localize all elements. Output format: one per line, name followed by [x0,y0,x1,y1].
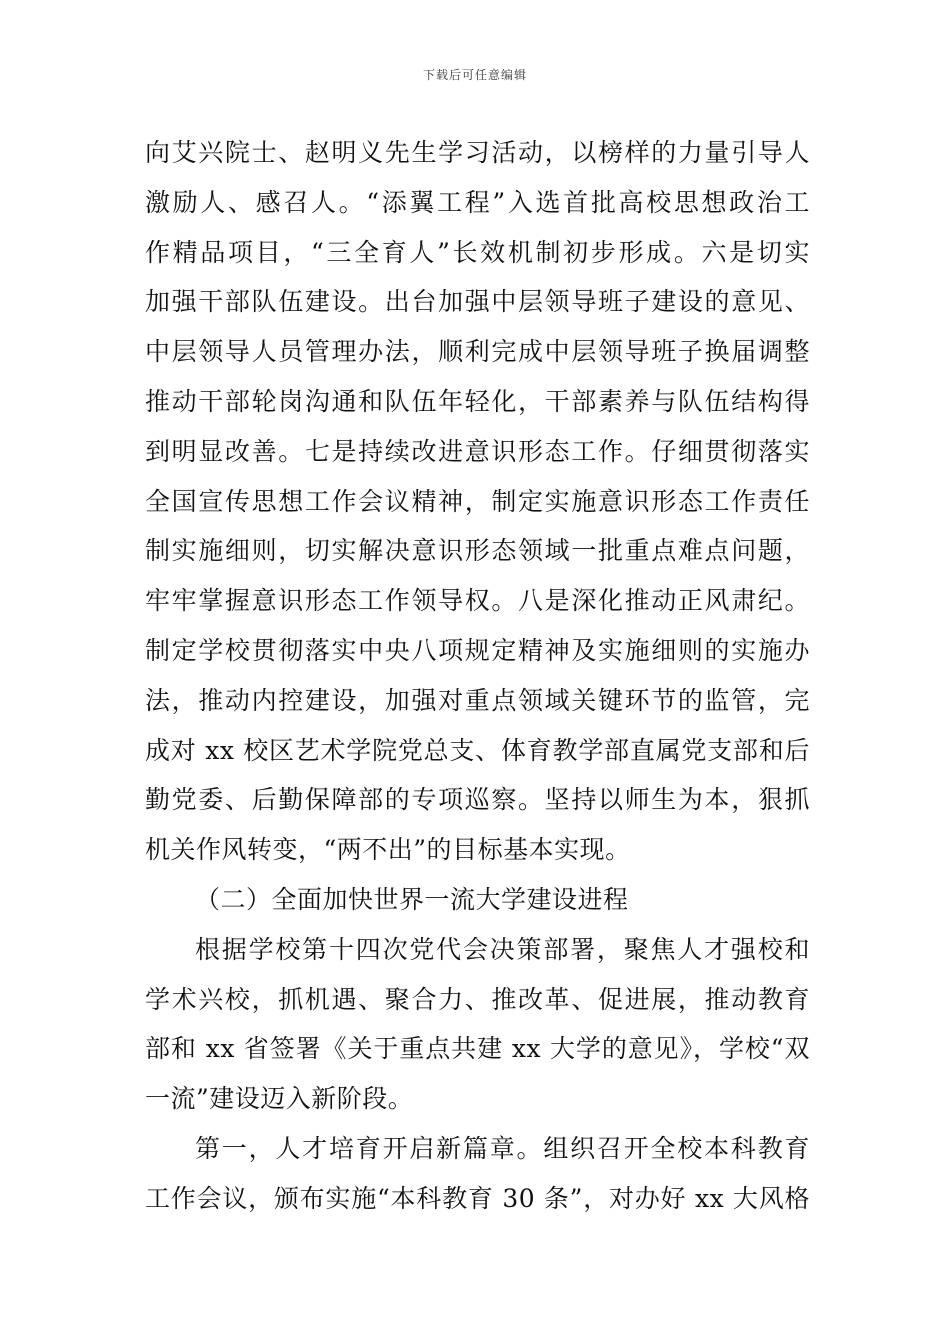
text-line: 全国宣传思想工作会议精神，制定实施意识形态工作责任 [145,486,810,516]
section-heading: （二）全面加快世界一流大学建设进程 [195,884,629,914]
text-line: 制定学校贯彻落实中央八项规定精神及实施细则的实施办 [145,635,810,665]
text-line: 根据学校第十四次党代会决策部署，聚焦人才强校和 [195,934,810,964]
text-line: 机关作风转变，“两不出”的目标基本实现。 [145,835,631,865]
text-line: 向艾兴院士、赵明义先生学习活动，以榜样的力量引导人 [145,138,810,167]
text-line: 勤党委、后勤保障部的专项巡察。坚持以师生为本，狠抓 [145,785,810,815]
page-header-note: 下载后可任意编辑 [422,68,527,82]
text-line: 推动干部轮岗沟通和队伍年轻化，干部素养与队伍结构得 [145,386,810,416]
text-line: 激励人、感召人。“添翼工程”入选首批高校思想政治工 [145,187,810,217]
text-line: 中层领导人员管理办法，顺利完成中层领导班子换届调整 [145,337,810,367]
text-line: 部和 xx 省签署《关于重点共建 xx 大学的意见》，学校“双 [145,1034,810,1064]
text-line: 一流”建设迈入新阶段。 [145,1084,414,1114]
text-line: 制实施细则，切实解决意识形态领域一批重点难点问题， [145,536,810,566]
text-line: 法，推动内控建设，加强对重点领域关键环节的监管，完 [145,685,810,715]
text-line: 成对 xx 校区艺术学院党总支、体育教学部直属党支部和后 [145,735,810,765]
text-line: 到明显改善。七是持续改进意识形态工作。仔细贯彻落实 [145,436,810,466]
text-line: 第一，人才培育开启新篇章。组织召开全校本科教育 [195,1133,810,1163]
text-line: 学术兴校，抓机遇、聚合力、推改革、促进展，推动教育 [145,984,810,1014]
text-line: 牢牢掌握意识形态工作领导权。八是深化推动正风肃纪。 [145,586,810,616]
text-line: 作精品项目，“三全育人”长效机制初步形成。六是切实 [145,237,810,267]
text-line: 加强干部队伍建设。出台加强中层领导班子建设的意见、 [145,287,810,317]
document-body [145,128,810,1224]
text-line: 工作会议，颁布实施“本科教育 30 条”，对办好 xx 大风格 [145,1183,810,1213]
